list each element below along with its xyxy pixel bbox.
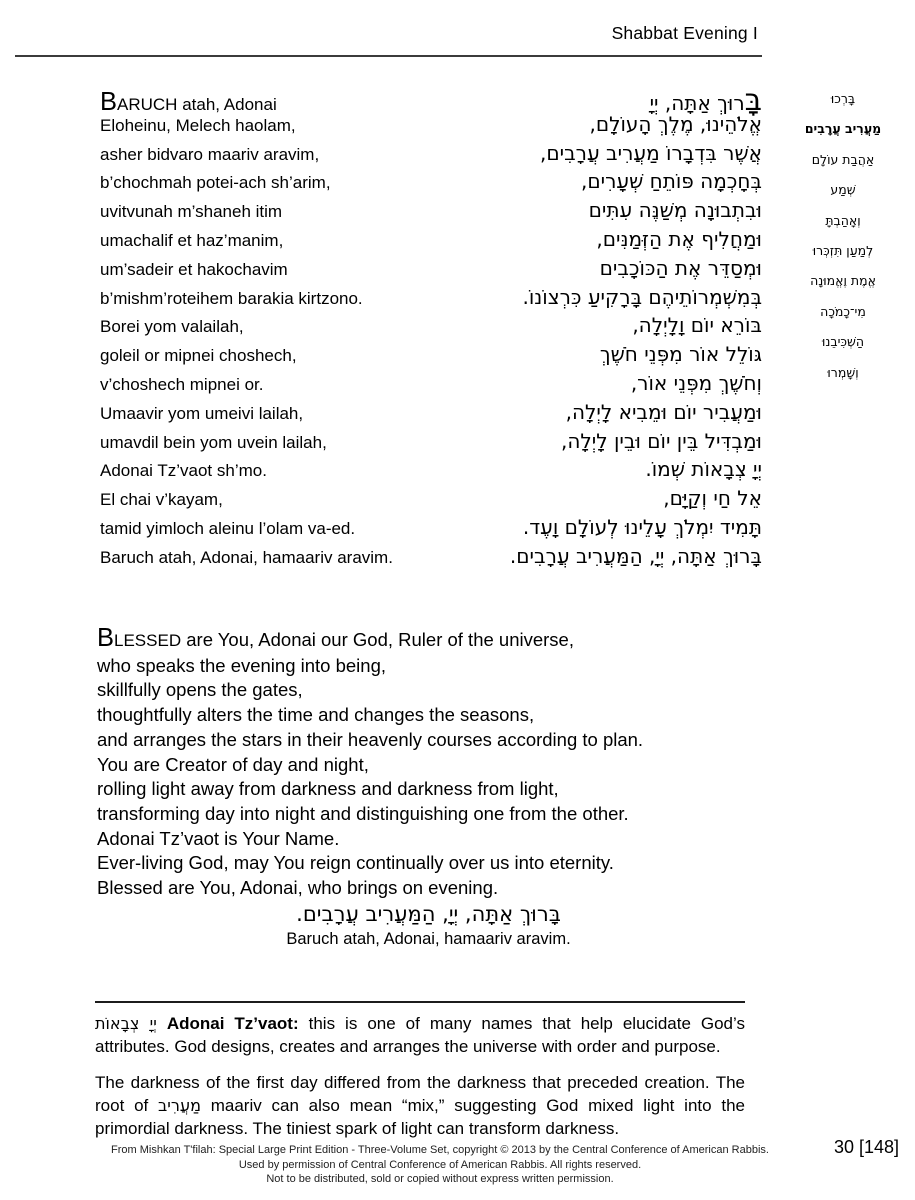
hebrew-text: אֵל חַי וְקַיָּם, — [663, 486, 762, 511]
commentary-term-bold: Adonai Tz’vaot: — [166, 1014, 299, 1033]
sidebar-item-mi-chamochah: מִי־כָמֹכָה — [820, 303, 866, 319]
transliteration-text: Umaavir yom umeivi lailah, — [100, 403, 304, 423]
prayer-line — [100, 371, 762, 400]
page-header-title: Shabbat Evening I — [611, 23, 758, 43]
transliteration-text: um’sadeir et hakochavim — [100, 259, 288, 279]
transliteration-text — [100, 88, 277, 117]
transliteration-text: goleil or mipnei choshech, — [100, 346, 297, 366]
prayer-line — [100, 342, 762, 371]
translation-line: and arranges the stars in their heavenly courses according to plan. — [97, 728, 644, 750]
transliteration-text: umachalif et haz’manim, — [100, 230, 284, 250]
hebrew-text: אֲשֶׁר בִּדְבָרוֹ מַעֲרִיב עֲרָבִים, — [540, 140, 762, 165]
translation-line: Ever-living God, may You reign continually over us into eternity. — [97, 852, 614, 874]
prayer-line — [100, 198, 762, 227]
commentary-note-text: this is one of many names that help elucidate God’s attributes. God designs, creates and arranges the universe with order and purpose. — [95, 1014, 745, 1056]
prayer-index-sidebar — [791, 84, 895, 388]
sidebar-item-emet-veemunah: אֱמֶת וֶאֱמוּנָה — [810, 273, 876, 289]
translation-line: You are Creator of day and night, — [97, 753, 369, 775]
transliteration-text: uvitvunah m’shaneh itim — [100, 202, 283, 222]
prayer-line — [100, 515, 762, 544]
translation-initial-cap: B — [97, 624, 115, 652]
hebrew-text: אֱלֹהֵינוּ, מֶלֶךְ הָעוֹלָם, — [589, 111, 762, 136]
translation-line: skillfully opens the gates, — [97, 679, 303, 701]
commentary-rule — [95, 1001, 745, 1003]
translation-small-caps: LESSED — [114, 631, 182, 650]
sidebar-item-shma: שְׁמַע — [830, 182, 856, 198]
translation-line: Blessed are You, Adonai, who brings on evening. — [97, 877, 499, 899]
closing-blessing — [95, 899, 762, 950]
copyright-footer — [85, 1143, 795, 1187]
transliteration-text: v’choshech mipnei or. — [100, 374, 264, 394]
translit-rest: atah, Adonai — [177, 95, 277, 114]
transliteration-text: tamid yimloch aleinu l’olam va-ed. — [100, 518, 356, 538]
sidebar-item-vshamru: וְשָׁמְרוּ — [827, 364, 859, 380]
translation-line: rolling light away from darkness and darkness from light, — [97, 778, 559, 800]
hebrew-text: יְיָ צְבָאוֹת שְׁמוֹ. — [645, 457, 762, 482]
prayer-line — [100, 457, 762, 486]
commentary-hebrew-term: יְיָ צְבָאוֹת — [95, 1014, 157, 1033]
hebrew-text: וּמַעֲבִיר יוֹם וּמֵבִיא לָיְלָה, — [565, 399, 762, 424]
prayer-line — [100, 400, 762, 429]
commentary-section — [95, 1001, 745, 1153]
sidebar-item-hashkiveinu: הַשְׁכִּיבֵנוּ — [821, 334, 865, 350]
hebrew-text: תָּמִיד יִמְלֹךְ עָלֵינוּ לְעוֹלָם וָעֶד. — [522, 514, 762, 539]
translation-line: thoughtfully alters the time and changes the seasons, — [97, 704, 535, 726]
transliteration-text: Borei yom valailah, — [100, 317, 244, 337]
hebrew-text: גּוֹלֵל אוֹר מִפְּנֵי חֹשֶׁךְ — [599, 342, 762, 367]
prayer-section — [100, 83, 762, 573]
prayer-line — [100, 227, 762, 256]
translit-initial-cap: B — [100, 88, 118, 116]
commentary-note-darkness — [95, 1071, 745, 1140]
header-rule — [15, 55, 762, 57]
copyright-line: From Mishkan T'filah: Special Large Print Edition - Three-Volume Set, copyright © 2013 by the Central Conference of American Rabbis. — [111, 1144, 769, 1156]
transliteration-text: El chai v’kayam, — [100, 490, 223, 510]
sidebar-item-barchu: בָּרְכוּ — [830, 91, 856, 106]
hebrew-text: וּמַחֲלִיף אֶת הַזְּמַנִּים, — [596, 226, 762, 251]
transliteration-text: b’chochmah potei-ach sh’arim, — [100, 173, 331, 193]
commentary-hebrew-word: מַעֲרִיב — [158, 1096, 201, 1115]
prayer-line — [100, 256, 762, 285]
closing-transliteration: Baruch atah, Adonai, hamaariv aravim. — [286, 930, 571, 948]
transliteration-text: Baruch atah, Adonai, hamaariv aravim. — [100, 547, 393, 567]
transliteration-text: Eloheinu, Melech haolam, — [100, 115, 296, 135]
hebrew-text: וּמְסַדֵּר אֶת הַכּוֹכָבִים — [599, 255, 762, 280]
translation-section — [97, 626, 769, 901]
hebrew-text: בְּמִשְׁמְרוֹתֵיהֶם בָּרָקִיעַ כִּרְצוֹנוֹ. — [522, 284, 762, 309]
translation-rest: are You, Adonai our God, Ruler of the universe, — [181, 629, 574, 650]
prayer-line — [100, 429, 762, 458]
transliteration-text: Adonai Tz’vaot sh’mo. — [100, 461, 267, 481]
hebrew-text: וְחֹשֶׁךְ מִפְּנֵי אוֹר, — [630, 370, 762, 395]
commentary-note-adonai-tzvaot — [95, 1012, 745, 1058]
sidebar-item-vahavta: וְאָהַבְתָּ — [825, 212, 861, 228]
prayer-line — [100, 544, 762, 573]
hebrew-text: וּבִתְבוּנָה מְשַׁנֶּה עִתִּים — [588, 198, 762, 223]
hebrew-initial-letter: בָּ — [744, 83, 762, 118]
prayer-line — [100, 112, 762, 141]
sidebar-item-lmaan-tizkru: לְמַעַן תִּזְכְּרוּ — [812, 243, 874, 259]
prayer-line — [100, 83, 762, 118]
prayer-line — [100, 169, 762, 198]
hebrew-text: בָּרוּךְ אַתָּה, יְיָ, הַמַּעֲרִיב עֲרָבִים. — [509, 543, 762, 568]
hebrew-text: בְּחָכְמָה פּוֹתֵחַ שְׁעָרִים, — [581, 169, 762, 194]
transliteration-text: asher bidvaro maariv aravim, — [100, 144, 320, 164]
commentary-text-after: maariv can also mean “mix,” suggesting God mixed light into the primordial darkness. The tiniest spark of light can transform darkness. — [95, 1096, 745, 1138]
prayer-line — [100, 486, 762, 515]
translation-line — [97, 626, 769, 654]
page-number: 30 [148] — [833, 1137, 899, 1157]
translit-small-caps: ARUCH — [117, 95, 178, 114]
hebrew-rest: רוּךְ אַתָּה, יְיָ — [649, 91, 745, 115]
sidebar-item-ahavat-olam: אַהֲבַת עוֹלָם — [811, 151, 875, 167]
hebrew-text: בּוֹרֵא יוֹם וָלָיְלָה, — [632, 313, 762, 338]
closing-hebrew-text: בָּרוּךְ אַתָּה, יְיָ, הַמַּעֲרִיב עֲרָבִים. — [296, 902, 561, 926]
transliteration-text: umavdil bein yom uvein lailah, — [100, 432, 327, 452]
translation-line: who speaks the evening into being, — [97, 654, 387, 676]
copyright-line: Used by permission of Central Conference of American Rabbis. All rights reserved. — [238, 1158, 642, 1171]
sidebar-item-maariv-aravim: מַעֲרִיב עֲרָבִים — [804, 121, 882, 137]
hebrew-text: וּמַבְדִּיל בֵּין יוֹם וּבֵין לָיְלָה, — [560, 428, 762, 453]
copyright-line: Not to be distributed, sold or copied without express written permission. — [266, 1173, 614, 1185]
prayer-line — [100, 141, 762, 170]
translation-line: transforming day into night and distinguishing one from the other. — [97, 802, 629, 824]
prayer-line — [100, 313, 762, 342]
transliteration-text: b’mishm’roteihem barakia kirtzono. — [100, 288, 363, 308]
commentary-text-before: The darkness of the first day differed from the darkness that preceded creation. The root of — [95, 1073, 745, 1115]
translation-line: Adonai Tz’vaot is Your Name. — [97, 827, 340, 849]
prayer-line — [100, 285, 762, 314]
